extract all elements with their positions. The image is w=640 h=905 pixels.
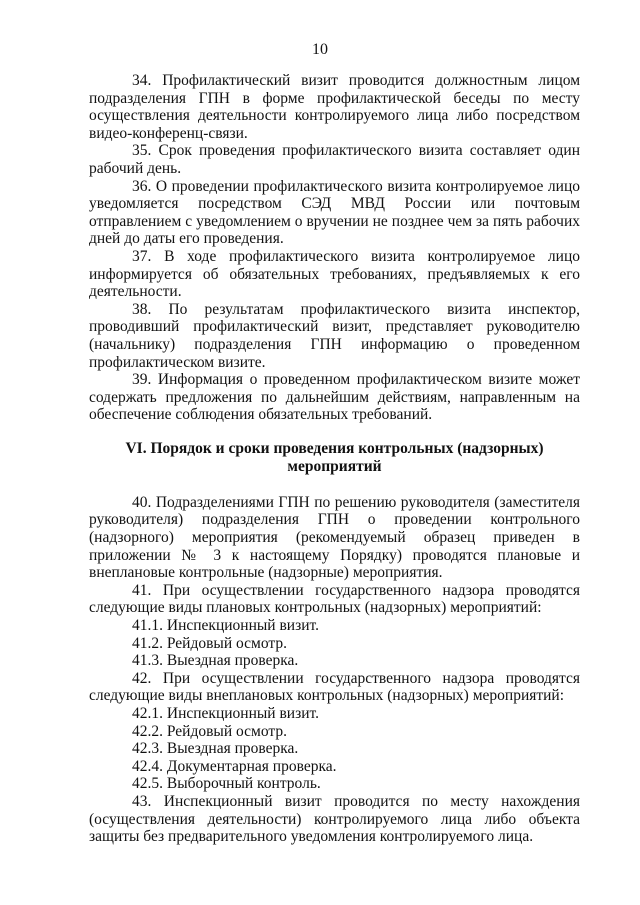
paragraph-42-3: 42.3. Выездная проверка. <box>132 740 299 758</box>
section-heading <box>89 440 580 476</box>
paragraph-42-4: 42.4. Документарная проверка. <box>132 757 337 775</box>
paragraph-42-1: 42.1. Инспекционный визит. <box>132 705 319 722</box>
paragraph-40: 40. Подразделениями ГПН по решению руководителя (заместителя руководителя) подразделения ГПН о проведении контрольного (надзорного) мероприятия (рекомендуемый образец приведен в приложении № 3 к настоящему Порядку) проводятся плановые и внеплановые контрольные (надзорные) мероприятия. <box>89 493 580 582</box>
paragraph-43: 43. Инспекционный визит проводится по месту нахождения (осуществления деятельности) контролируемого лица либо объекта защиты без предварительного уведомления контролируемого лица. <box>89 792 580 846</box>
paragraph-42-2: 42.2. Рейдовый осмотр. <box>132 722 287 740</box>
paragraph-42-5: 42.5. Выборочный контроль. <box>132 775 321 793</box>
paragraph-39: 39. Информация о проведенном профилактическом визите может содержать предложения по дальнейшим действиям, направленным на обеспечение соблюдения обязательных требований. <box>89 371 580 424</box>
page-number: 10 <box>312 41 328 58</box>
paragraph-41-1: 41.1. Инспекционный визит. <box>132 617 319 635</box>
paragraph-41: 41. При осуществлении государственного надзора проводятся следующие виды плановых контрольных (надзорных) мероприятий: <box>89 581 580 617</box>
paragraph-37: 37. В ходе профилактического визита контролируемое лицо информируется об обязательных требованиях, предъявляемых к его деятельности. <box>89 247 580 301</box>
paragraph-38: 38. По результатам профилактического визита инспектор, проводивший профилактический визит, представляет руководителю (начальнику) подразделения ГПН информацию о проведенном профилактическом визите. <box>89 300 580 371</box>
paragraph-41-2: 41.2. Рейдовый осмотр. <box>132 634 287 652</box>
paragraph-34: 34. Профилактический визит проводится должностным лицом подразделения ГПН в форме профилактической беседы по месту осуществления деятельности контролируемого лица либо посредством видео-конференц-связи. <box>89 72 580 142</box>
paragraph-41-3: 41.3. Выездная проверка. <box>132 652 299 670</box>
paragraph-35: 35. Срок проведения профилактического визита составляет один рабочий день. <box>89 142 580 177</box>
document-body <box>89 72 580 846</box>
paragraph-42: 42. При осуществлении государственного надзора проводятся следующие виды внеплановых контрольных (надзорных) мероприятий: <box>89 669 580 705</box>
section-heading-line-1: VI. Порядок и сроки проведения контрольных (надзорных) <box>125 439 544 457</box>
section-heading-line-2: мероприятий <box>287 457 382 475</box>
paragraph-36: 36. О проведении профилактического визита контролируемое лицо уведомляется посредством СЭД МВД России или почтовым отправлением с уведомлением о вручении не позднее чем за пять рабочих дней до даты его проведения. <box>89 177 580 248</box>
